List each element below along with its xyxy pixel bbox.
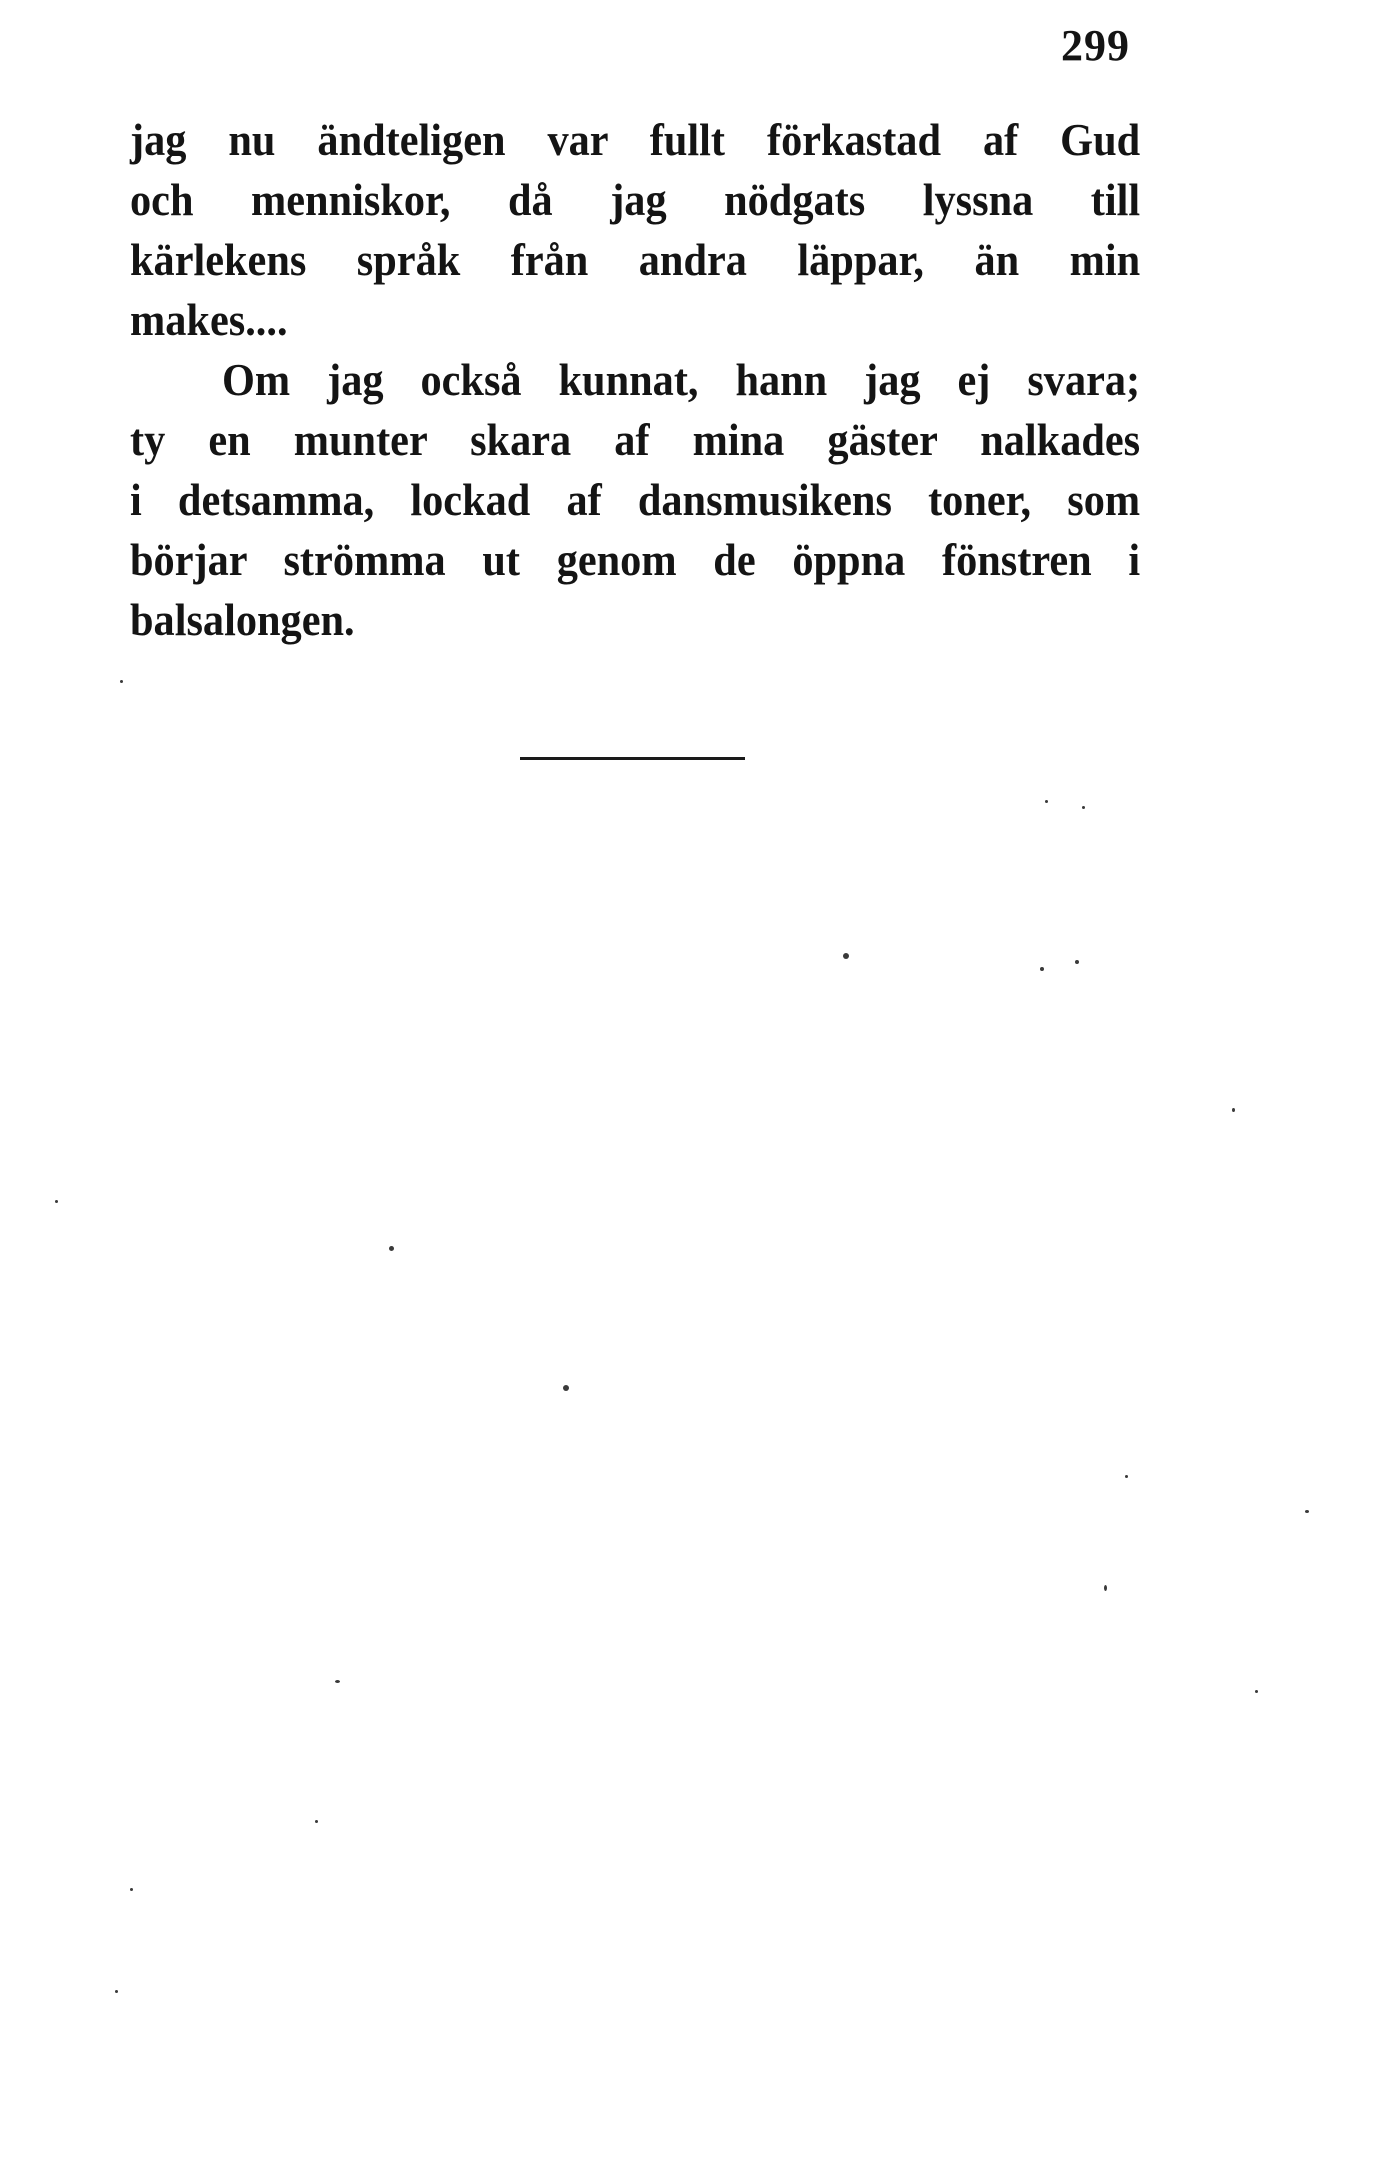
scan-speck bbox=[130, 1888, 133, 1891]
text-line: makes.... bbox=[130, 294, 288, 345]
scan-speck bbox=[1045, 800, 1048, 803]
section-divider bbox=[520, 757, 745, 760]
scan-speck bbox=[115, 1990, 118, 1993]
scan-speck bbox=[335, 1680, 340, 1683]
scan-speck bbox=[1255, 1690, 1258, 1693]
scan-speck bbox=[1125, 1475, 1128, 1478]
page-number: 299 bbox=[1061, 21, 1130, 70]
scan-speck bbox=[1082, 806, 1085, 809]
scan-speck bbox=[1305, 1510, 1309, 1513]
scan-speck bbox=[1075, 960, 1079, 964]
text-line: kärlekens språk från andra läppar, än min bbox=[130, 234, 1141, 285]
scan-speck bbox=[843, 953, 849, 959]
scan-speck bbox=[55, 1200, 58, 1203]
text-line: och menniskor, då jag nödgats lyssna till bbox=[130, 174, 1141, 225]
scan-speck bbox=[1104, 1585, 1107, 1591]
body-text bbox=[130, 110, 1140, 650]
text-line: börjar strömma ut genom de öppna fönstren i bbox=[130, 534, 1141, 585]
scan-speck bbox=[389, 1246, 394, 1251]
text-line: jag nu ändteligen var fullt förkastad af Gud bbox=[130, 114, 1141, 165]
scan-speck bbox=[1040, 967, 1044, 971]
scan-speck bbox=[315, 1820, 318, 1823]
scan-speck bbox=[1232, 1108, 1235, 1112]
paragraph-1 bbox=[130, 110, 1140, 350]
scan-speck bbox=[120, 680, 123, 683]
scan-speck bbox=[563, 1385, 569, 1391]
text-line: Om jag också kunnat, hann jag ej svara; bbox=[222, 354, 1141, 405]
text-line: balsalongen. bbox=[130, 594, 355, 645]
paragraph-2 bbox=[130, 350, 1140, 650]
text-line: i detsamma, lockad af dansmusikens toner, som bbox=[130, 474, 1141, 525]
text-line: ty en munter skara af mina gäster nalkades bbox=[130, 414, 1141, 465]
